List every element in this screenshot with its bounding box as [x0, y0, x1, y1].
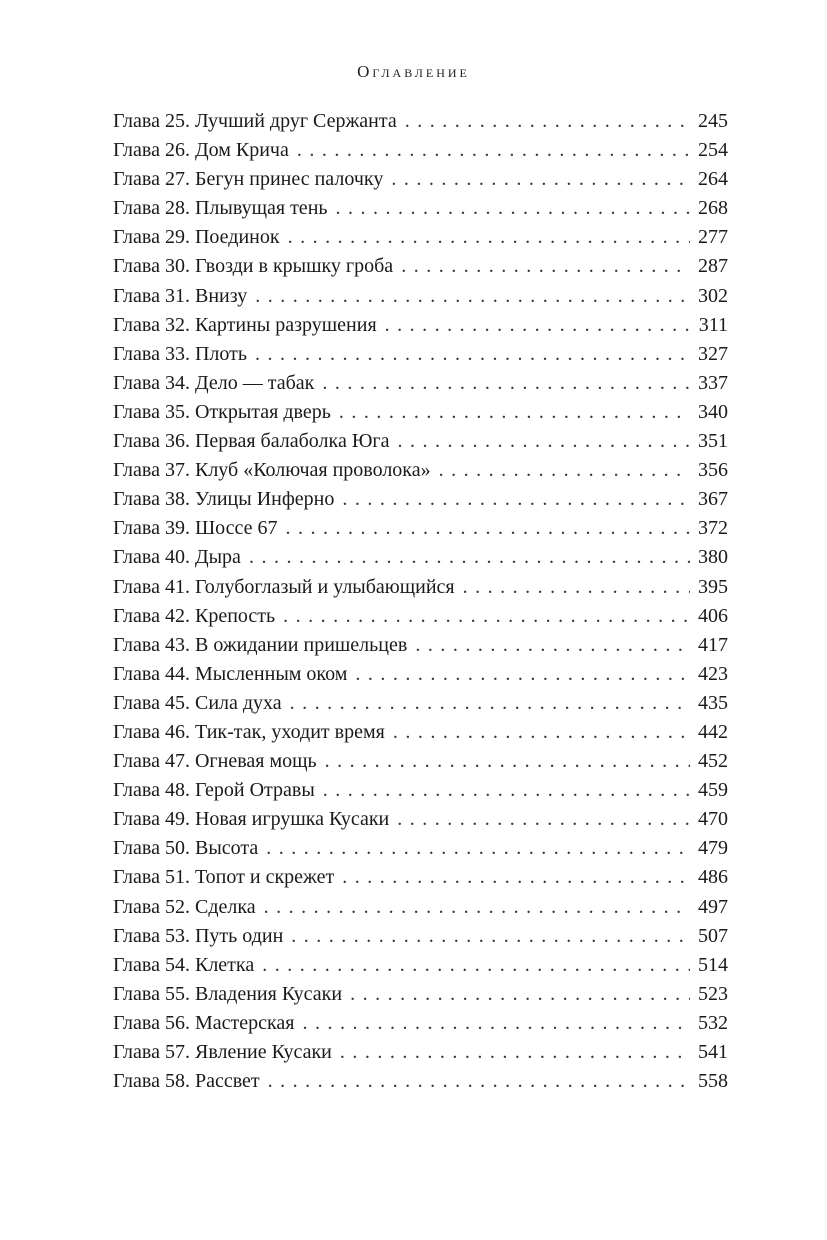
toc-entry [113, 951, 728, 980]
toc-entry [113, 369, 728, 398]
toc-entry-page-number: 435 [698, 691, 728, 714]
toc-entry-title: Глава 25. Лучший друг Сержанта [113, 110, 397, 132]
toc-entry [113, 107, 728, 136]
toc-entry-page-number: 311 [698, 313, 728, 336]
toc-entry-title: Глава 57. Явление Кусаки [113, 1041, 332, 1063]
toc-dot-leader [393, 718, 690, 747]
toc-entry-page-number: 486 [698, 866, 728, 889]
toc-entry [113, 980, 728, 1009]
toc-entry-page-number: 452 [698, 750, 728, 773]
toc-dot-leader [255, 282, 690, 311]
toc-entry-page-number: 277 [698, 226, 728, 249]
toc-entry-page-number: 459 [698, 779, 728, 802]
toc-entry-page-number: 514 [698, 953, 728, 976]
toc-dot-leader [288, 223, 690, 252]
toc-entry-page-number: 302 [698, 284, 728, 307]
toc-entry-title: Глава 33. Плоть [113, 342, 247, 365]
toc-entry-page-number: 245 [698, 110, 728, 132]
toc-entry-page-number: 532 [698, 1011, 728, 1034]
toc-entry-title: Глава 37. Клуб «Колючая проволока» [113, 459, 431, 482]
toc-entry [113, 311, 728, 340]
toc-entry-title: Глава 50. Высота [113, 837, 259, 860]
toc-entry-title: Глава 53. Путь один [113, 924, 284, 947]
toc-entry-title: Глава 54. Клетка [113, 953, 255, 976]
toc-entry-title: Глава 38. Улицы Инферно [113, 488, 335, 511]
toc-entry-title: Глава 29. Поединок [113, 226, 280, 249]
toc-entry-page-number: 442 [698, 720, 728, 743]
toc-entry [113, 863, 728, 892]
toc-dot-leader [283, 602, 690, 631]
toc-entry-title: Глава 41. Голубоглазый и улыбающийся [113, 575, 455, 598]
toc-entry-title: Глава 47. Огневая мощь [113, 750, 317, 773]
toc-entry-title: Глава 31. Внизу [113, 284, 248, 307]
toc-entry-title: Глава 30. Гвозди в крышку гроба [113, 255, 394, 278]
toc-entry-title: Глава 32. Картины разрушения [113, 313, 377, 336]
toc-dot-leader [405, 107, 690, 136]
toc-dot-leader [391, 165, 690, 194]
toc-entry-page-number: 337 [698, 371, 728, 394]
toc-entry [113, 631, 728, 660]
toc-dot-leader [266, 834, 690, 863]
toc-dot-leader [340, 1038, 690, 1067]
table-of-contents [113, 107, 728, 1096]
toc-entry-title: Глава 35. Открытая дверь [113, 400, 331, 423]
toc-dot-leader [439, 456, 690, 485]
toc-entry-page-number: 287 [698, 255, 728, 278]
toc-entry [113, 398, 728, 427]
toc-entry-page-number: 367 [698, 488, 728, 511]
toc-entry [113, 834, 728, 863]
toc-dot-leader [401, 252, 690, 281]
toc-entry-title: Глава 58. Рассвет [113, 1070, 260, 1093]
toc-entry [113, 514, 728, 543]
toc-entry-title: Глава 40. Дыра [113, 546, 241, 569]
toc-dot-leader [286, 514, 690, 543]
toc-entry-title: Глава 44. Мысленным оком [113, 662, 348, 685]
toc-entry [113, 543, 728, 572]
toc-entry [113, 1009, 728, 1038]
toc-entry [113, 776, 728, 805]
toc-dot-leader [325, 747, 690, 776]
toc-entry [113, 922, 728, 951]
toc-entry-title: Глава 43. В ожидании пришельцев [113, 633, 408, 656]
toc-entry-page-number: 351 [698, 430, 728, 453]
toc-entry-page-number: 395 [698, 575, 728, 598]
toc-entry-page-number: 327 [698, 342, 728, 365]
toc-entry-page-number: 417 [698, 633, 728, 656]
toc-dot-leader [385, 311, 691, 340]
toc-dot-leader [291, 922, 690, 951]
toc-entry-title: Глава 55. Владения Кусаки [113, 982, 343, 1005]
toc-dot-leader [339, 398, 690, 427]
page-title: Оглавление [357, 62, 470, 81]
toc-entry-page-number: 268 [698, 197, 728, 220]
toc-entry-title: Глава 48. Герой Отравы [113, 779, 315, 802]
toc-entry-page-number: 507 [698, 924, 728, 947]
toc-entry [113, 136, 728, 165]
toc-dot-leader [255, 340, 690, 369]
toc-entry-title: Глава 45. Сила духа [113, 691, 282, 714]
toc-entry [113, 718, 728, 747]
toc-entry-title: Глава 46. Тик-так, уходит время [113, 720, 385, 743]
toc-dot-leader [342, 863, 690, 892]
toc-entry [113, 165, 728, 194]
toc-entry [113, 252, 728, 281]
toc-dot-leader [290, 689, 690, 718]
toc-entry [113, 747, 728, 776]
toc-dot-leader [322, 369, 690, 398]
toc-entry [113, 1038, 728, 1067]
toc-entry-page-number: 340 [698, 400, 728, 423]
toc-entry-title: Глава 51. Топот и скрежет [113, 866, 335, 889]
toc-entry-page-number: 423 [698, 662, 728, 685]
toc-entry [113, 689, 728, 718]
toc-dot-leader [268, 1067, 690, 1096]
toc-entry [113, 427, 728, 456]
toc-entry-page-number: 356 [698, 459, 728, 482]
toc-entry [113, 660, 728, 689]
toc-entry-title: Глава 27. Бегун принес палочку [113, 168, 384, 191]
toc-dot-leader [350, 980, 690, 1009]
toc-entry [113, 805, 728, 834]
toc-dot-leader [397, 427, 690, 456]
toc-entry-title: Глава 42. Крепость [113, 604, 276, 627]
toc-entry [113, 223, 728, 252]
toc-entry [113, 194, 728, 223]
toc-entry-page-number: 541 [698, 1041, 728, 1063]
toc-dot-leader [342, 485, 690, 514]
toc-dot-leader [463, 573, 690, 602]
toc-dot-leader [336, 194, 690, 223]
toc-entry-page-number: 558 [698, 1070, 728, 1093]
toc-dot-leader [415, 631, 690, 660]
toc-entry-title: Глава 28. Плывущая тень [113, 197, 328, 220]
toc-entry [113, 485, 728, 514]
toc-dot-leader [297, 136, 690, 165]
toc-entry [113, 602, 728, 631]
toc-entry-page-number: 380 [698, 546, 728, 569]
toc-dot-leader [303, 1009, 691, 1038]
toc-entry-title: Глава 49. Новая игрушка Кусаки [113, 808, 390, 831]
toc-entry-title: Глава 34. Дело — табак [113, 371, 315, 394]
toc-dot-leader [323, 776, 690, 805]
toc-entry [113, 1067, 728, 1096]
toc-entry [113, 456, 728, 485]
toc-entry-page-number: 372 [698, 517, 728, 540]
toc-entry-page-number: 523 [698, 982, 728, 1005]
toc-entry-page-number: 406 [698, 604, 728, 627]
toc-entry-page-number: 479 [698, 837, 728, 860]
toc-entry [113, 893, 728, 922]
toc-entry-page-number: 497 [698, 895, 728, 918]
toc-entry-title: Глава 56. Мастерская [113, 1011, 295, 1034]
toc-entry-title: Глава 52. Сделка [113, 895, 256, 918]
toc-dot-leader [355, 660, 690, 689]
toc-entry-title: Глава 36. Первая балаболка Юга [113, 430, 390, 453]
toc-dot-leader [264, 893, 690, 922]
toc-entry-page-number: 470 [698, 808, 728, 831]
toc-entry [113, 573, 728, 602]
toc-dot-leader [262, 951, 690, 980]
toc-entry-page-number: 254 [698, 139, 728, 162]
toc-entry-title: Глава 26. Дом Крича [113, 139, 289, 162]
toc-entry [113, 340, 728, 369]
toc-entry [113, 282, 728, 311]
toc-dot-leader [397, 805, 690, 834]
toc-entry-title: Глава 39. Шоссе 67 [113, 517, 278, 540]
toc-entry-page-number: 264 [698, 168, 728, 191]
toc-dot-leader [249, 543, 690, 572]
